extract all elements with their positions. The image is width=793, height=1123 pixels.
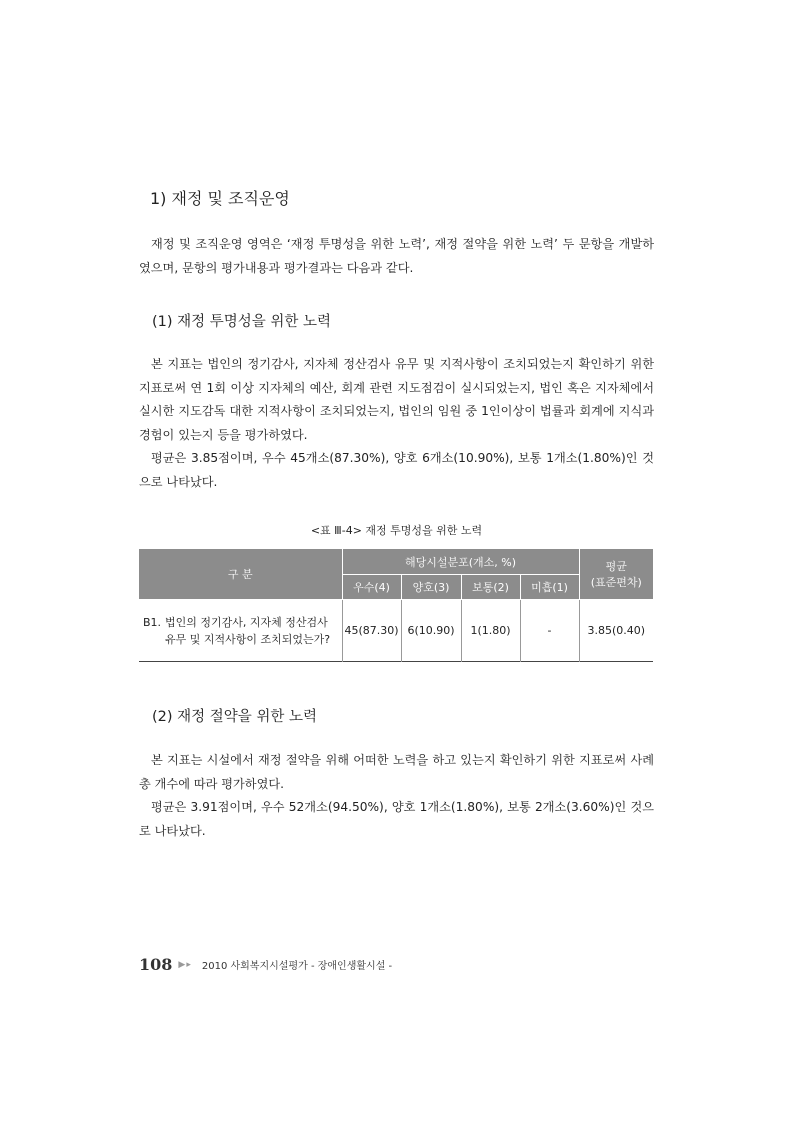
subsection-1-paragraph-1: 본 지표는 법인의 정기감사, 지자체 정산검사 유무 및 지적사항이 조치되었는지 확인하기 위한 지표로써 연 1회 이상 지자체의 예산, 회계 관련 지도점검이 실시되었는지, 법인 혹은 지자체에서 실시한 지도감독 대한 지적사항이 조치되었는지, 법인의 임원 중 1인이상이 법률과 회계에 지식과 경험이 있는지 등을 평가하였다.: [139, 357, 654, 442]
subsection-2-paragraph-1: 본 지표는 시설에서 재정 절약을 위해 어떠한 노력을 하고 있는지 확인하기 위한 지표로써 사례 총 개수에 따라 평가하였다.: [139, 753, 654, 791]
arrow-icon: ▶▸: [178, 959, 192, 970]
section-heading: 1) 재정 및 조직운영: [150, 189, 290, 208]
section-intro: [139, 233, 654, 280]
header-average: [579, 549, 653, 600]
subsection-1-paragraph-2: 평균은 3.85점이며, 우수 45개소(87.30%), 양호 6개소(10.90%), 보통 1개소(1.80%)인 것으로 나타났다.: [139, 451, 654, 489]
table-row: [139, 600, 653, 662]
header-col-poor: 미흡(1): [520, 575, 579, 600]
results-table: [139, 548, 653, 662]
intro-paragraph: 재정 및 조직운영 영역은 ‘재정 투명성을 위한 노력’, 재정 절약을 위한 노력’ 두 문항을 개발하였으며, 문항의 평가내용과 평가결과는 다음과 같다.: [139, 237, 654, 275]
header-sd-label: (표준편차): [590, 576, 642, 589]
header-distribution: 해당시설분포(개소, %): [342, 549, 579, 575]
footer-title: 2010 사회복지시설평가 - 장애인생활시설 -: [201, 961, 393, 972]
cell-poor: -: [520, 600, 579, 662]
cell-good: 6(10.90): [401, 600, 461, 662]
header-col-average: 보통(2): [461, 575, 520, 600]
page-footer: [139, 955, 392, 974]
subsection-2-paragraph-2: 평균은 3.91점이며, 우수 52개소(94.50%), 양호 1개소(1.80%), 보통 2개소(3.60%)인 것으로 나타났다.: [139, 800, 654, 838]
table-caption: <표 Ⅲ-4> 재정 투명성을 위한 노력: [310, 524, 483, 537]
row-id: B1.: [143, 615, 162, 629]
cell-average: 1(1.80): [461, 600, 520, 662]
header-col-excellent: 우수(4): [342, 575, 401, 600]
header-category: 구 분: [139, 549, 342, 600]
cell-excellent: 45(87.30): [342, 600, 401, 662]
header-col-good: 양호(3): [401, 575, 461, 600]
subsection-2-heading: (2) 재정 절약을 위한 노력: [152, 709, 318, 725]
subsection-2-body: [139, 749, 654, 843]
row-question-cell: [139, 600, 342, 662]
subsection-1-heading: (1) 재정 투명성을 위한 노력: [152, 314, 332, 330]
header-average-label: 평균: [605, 560, 627, 573]
row-question: 법인의 정기감사, 지자체 정산검사 유무 및 지적사항이 조치되었는가?: [165, 615, 331, 646]
page-number: 108: [139, 955, 173, 974]
cell-mean-sd: 3.85(0.40): [579, 600, 653, 662]
subsection-1-body: [139, 353, 654, 494]
